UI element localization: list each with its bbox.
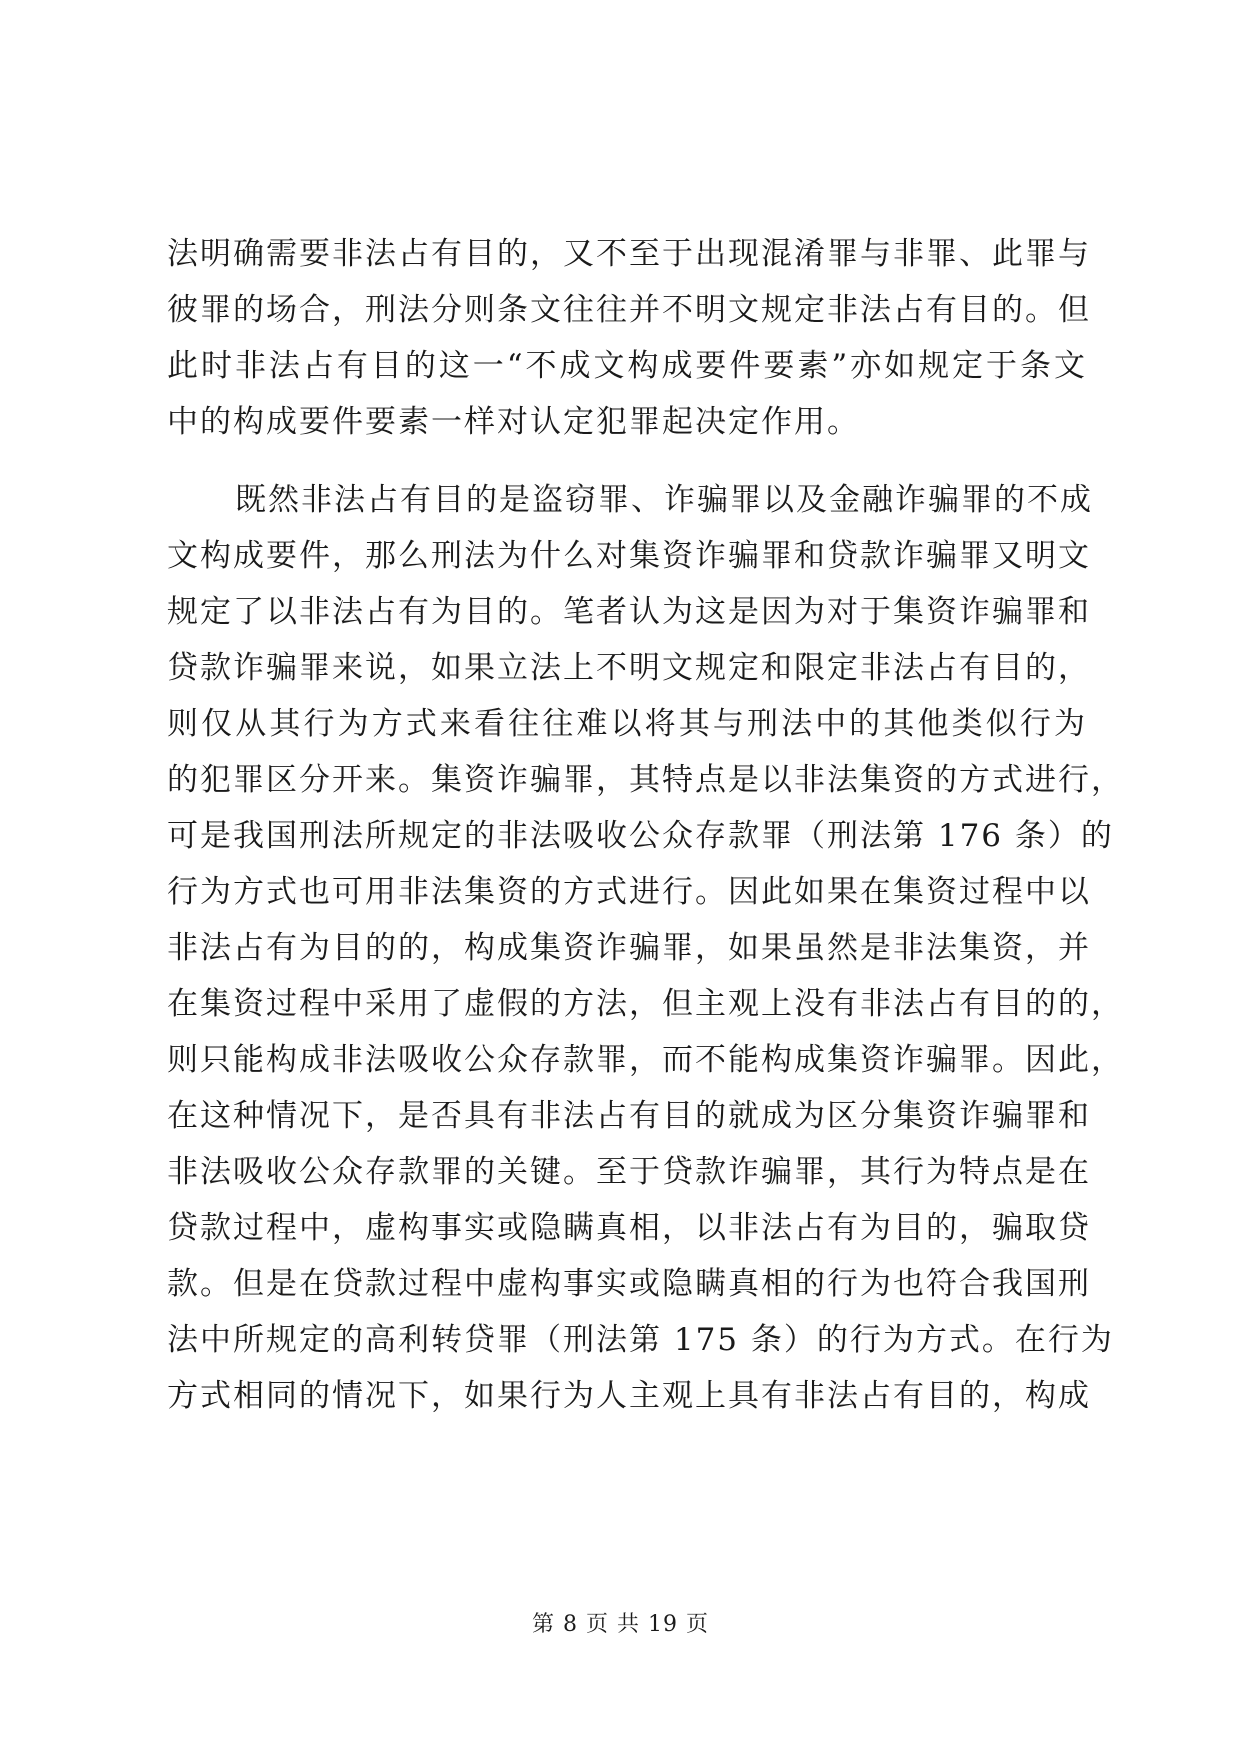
page-footer — [0, 1607, 1241, 1638]
text-line: 方式相同的情况下，如果行为人主观上具有非法占有目的，构成 — [167, 1378, 1091, 1414]
text-line: 贷款诈骗罪来说，如果立法上不明文规定和限定非法占有目的， — [167, 650, 1091, 686]
text-line: 文构成要件，那么刑法为什么对集资诈骗罪和贷款诈骗罪又明文 — [167, 538, 1091, 574]
paragraph-2 — [167, 472, 1124, 1424]
paragraph-gap — [167, 450, 1087, 472]
text-line: 款。但是在贷款过程中虚构事实或隐瞒真相的行为也符合我国刑 — [167, 1266, 1091, 1302]
text-line: 非法吸收公众存款罪的关键。至于贷款诈骗罪，其行为特点是在 — [167, 1154, 1091, 1190]
text-line: 则仅从其行为方式来看往往难以将其与刑法中的其他类似行为 — [167, 706, 1087, 742]
text-line: 非法占有为目的的，构成集资诈骗罪，如果虽然是非法集资，并 — [167, 930, 1091, 966]
text-line: 法明确需要非法占有目的，又不至于出现混淆罪与非罪、此罪与 — [167, 236, 1091, 272]
document-body — [167, 226, 1124, 1424]
text-line: 则只能构成非法吸收公众存款罪，而不能构成集资诈骗罪。因此， — [167, 1042, 1124, 1078]
paragraph-1 — [167, 226, 1091, 450]
text-line: 在这种情况下，是否具有非法占有目的就成为区分集资诈骗罪和 — [167, 1098, 1091, 1134]
text-line: 此时非法占有目的这一“不成文构成要件要素”亦如规定于条文 — [167, 348, 1087, 384]
text-line: 中的构成要件要素一样对认定犯罪起决定作用。 — [167, 404, 860, 440]
text-line: 彼罪的场合，刑法分则条文往往并不明文规定非法占有目的。但 — [167, 292, 1091, 328]
text-line: 在集资过程中采用了虚假的方法，但主观上没有非法占有目的的， — [167, 986, 1124, 1022]
text-line: 规定了以非法占有为目的。笔者认为这是因为对于集资诈骗罪和 — [167, 594, 1091, 630]
text-line: 的犯罪区分开来。集资诈骗罪，其特点是以非法集资的方式进行， — [167, 762, 1124, 798]
text-line: 贷款过程中，虚构事实或隐瞒真相，以非法占有为目的，骗取贷 — [167, 1210, 1091, 1246]
text-line: 既然非法占有目的是盗窃罪、诈骗罪以及金融诈骗罪的不成 — [235, 482, 1093, 518]
text-line: 行为方式也可用非法集资的方式进行。因此如果在集资过程中以 — [167, 874, 1091, 910]
text-line: 法中所规定的高利转贷罪（刑法第 175 条）的行为方式。在行为 — [167, 1322, 1114, 1358]
page-number-label: 第 8 页 共 19 页 — [532, 1612, 709, 1637]
text-line: 可是我国刑法所规定的非法吸收公众存款罪（刑法第 176 条）的 — [167, 818, 1114, 854]
